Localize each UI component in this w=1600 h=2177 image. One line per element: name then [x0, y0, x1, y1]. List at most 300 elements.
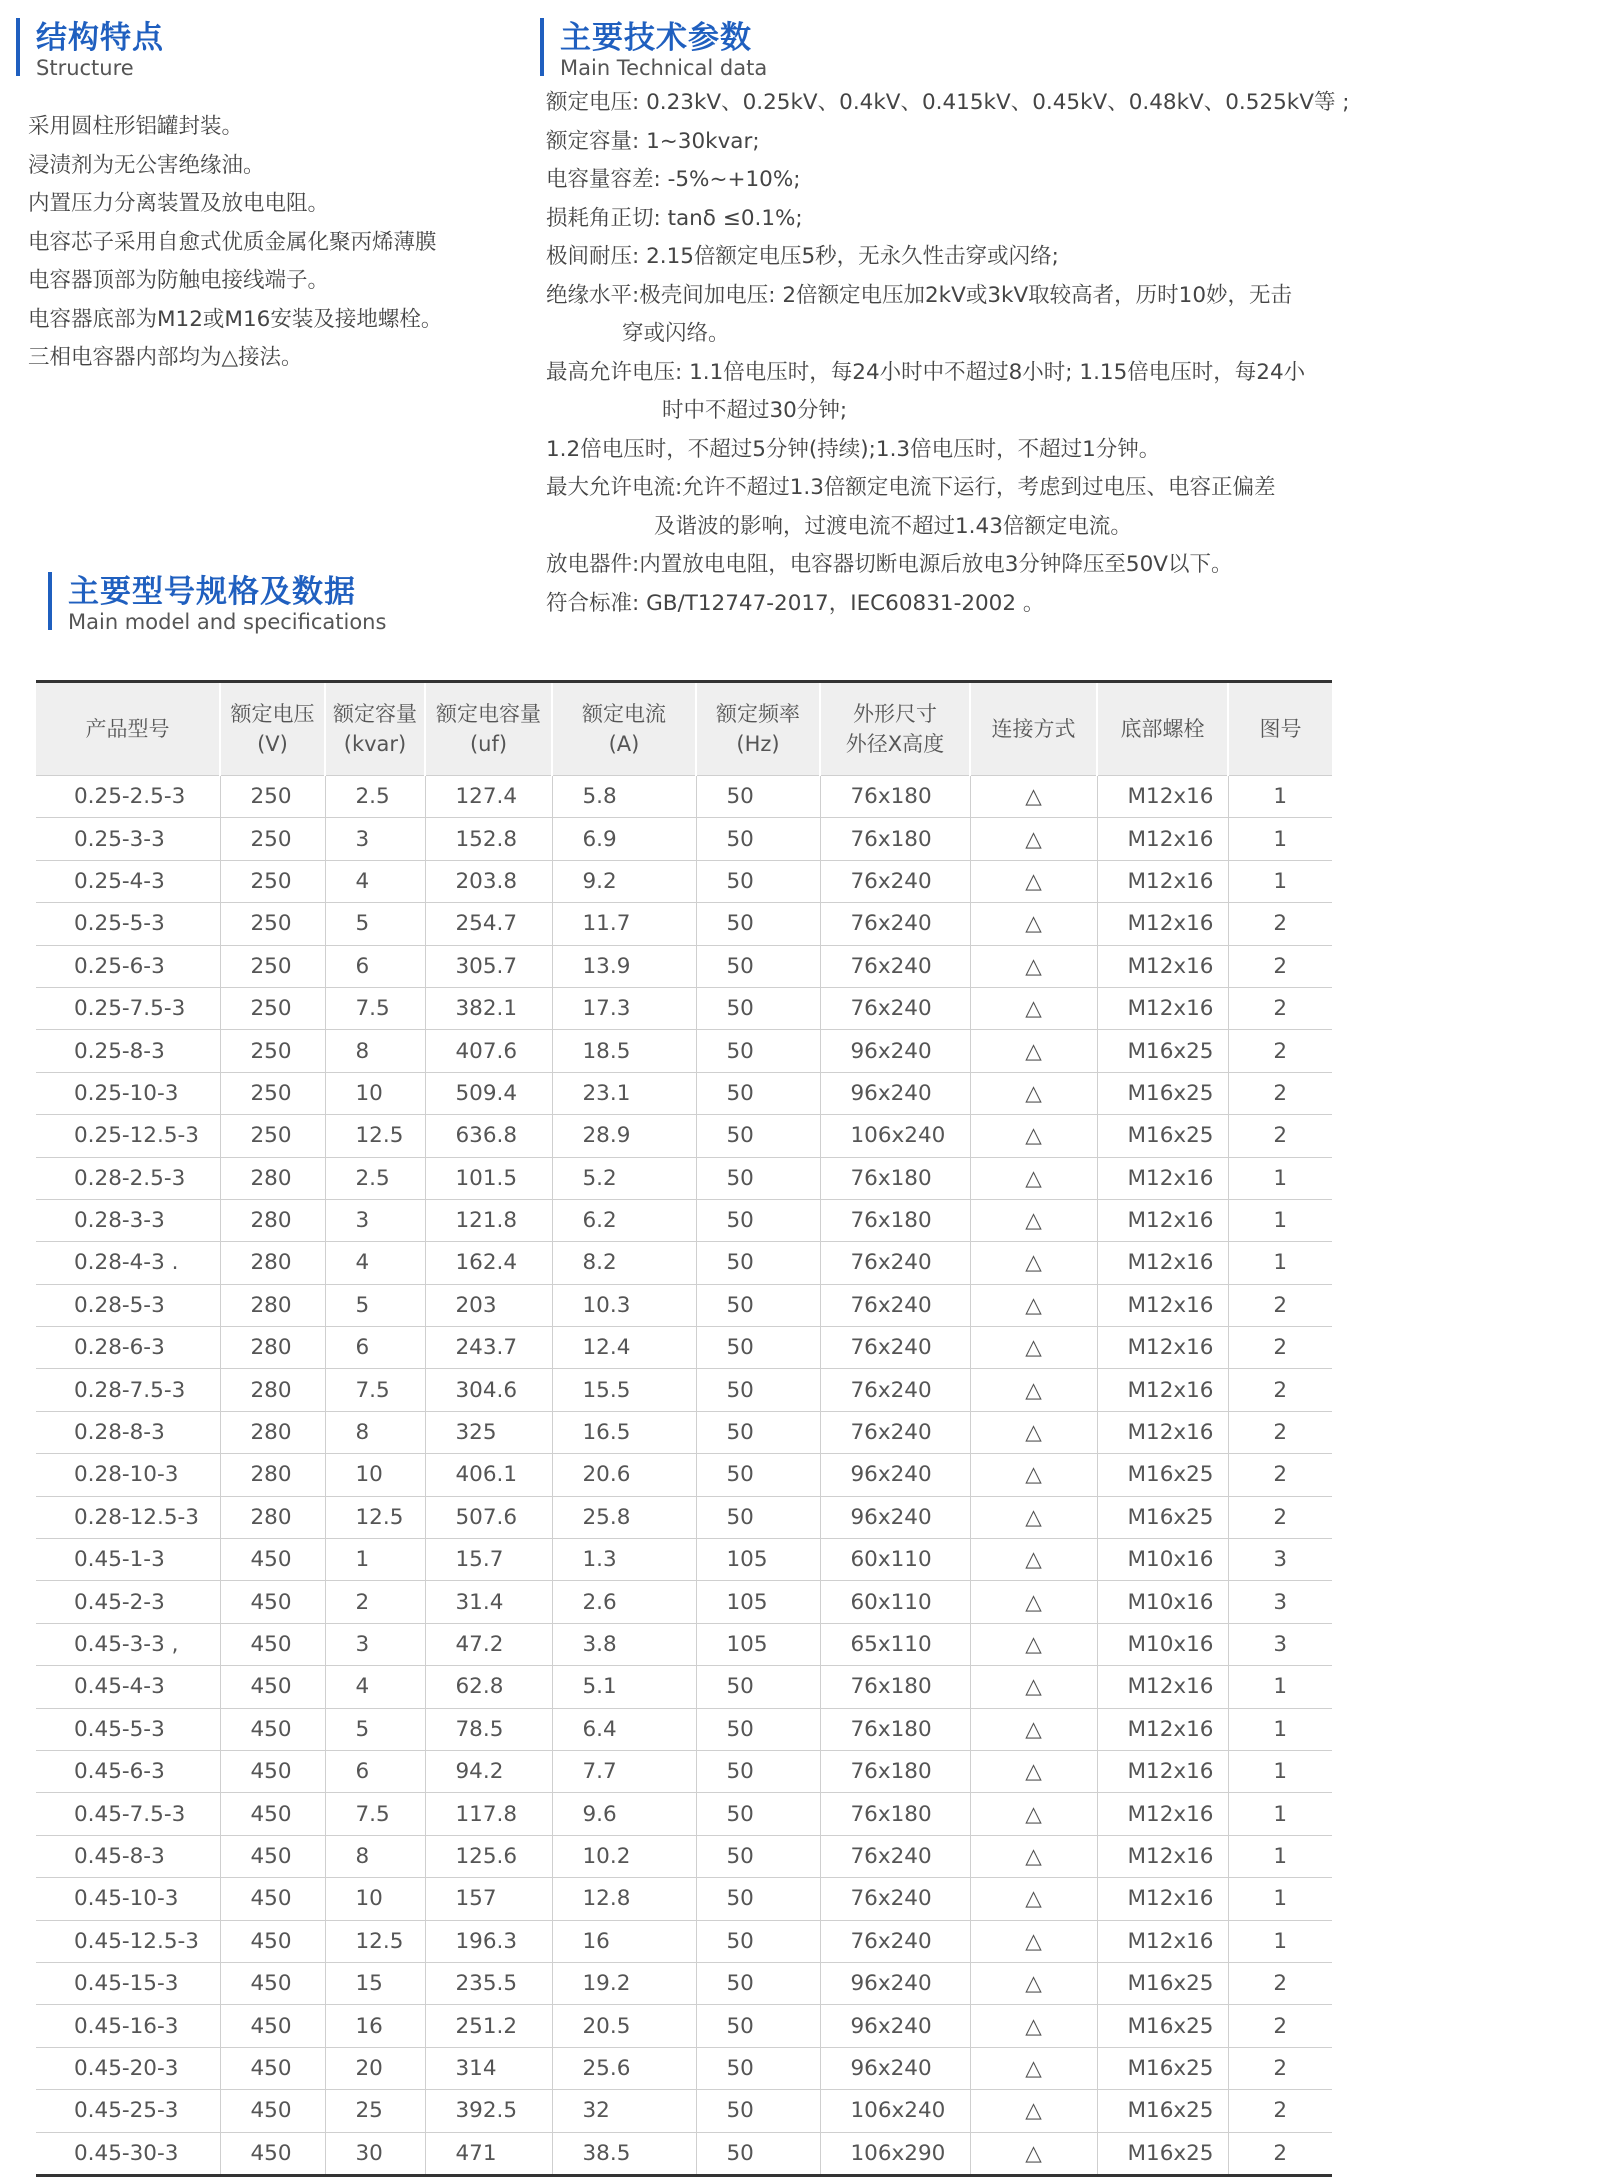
table-cell: 12.5 — [325, 1115, 425, 1157]
table-row — [36, 1708, 1332, 1750]
table-cell: 10 — [325, 1454, 425, 1496]
table-cell: 25.8 — [552, 1496, 696, 1538]
table-header-row — [36, 682, 1332, 776]
heading-accent-bar — [540, 18, 544, 76]
table-cell: 2 — [1228, 1327, 1332, 1369]
column-header — [552, 682, 696, 776]
table-cell: 407.6 — [425, 1030, 552, 1072]
table-cell: △ — [970, 1284, 1097, 1326]
table-cell: △ — [970, 1750, 1097, 1792]
table-cell: 8 — [325, 1411, 425, 1453]
table-cell: 450 — [220, 1793, 325, 1835]
table-cell: 106x290 — [820, 2132, 970, 2175]
table-cell: 105 — [696, 1623, 820, 1665]
heading-accent-bar — [16, 18, 20, 76]
table-cell: 50 — [696, 1115, 820, 1157]
table-cell: 50 — [696, 1157, 820, 1199]
spec-table — [36, 680, 1332, 2177]
table-cell: M16x25 — [1097, 2132, 1228, 2175]
table-cell: 12.5 — [325, 1920, 425, 1962]
table-cell: 2.6 — [552, 1581, 696, 1623]
column-header-label: (V) — [257, 732, 288, 756]
table-cell: 1 — [1228, 776, 1332, 818]
table-cell: △ — [970, 1623, 1097, 1665]
table-cell: 0.45-20-3 — [36, 2047, 220, 2089]
table-cell: 76x240 — [820, 903, 970, 945]
table-cell: 1 — [1228, 1835, 1332, 1877]
table-row — [36, 1835, 1332, 1877]
table-cell: 12.5 — [325, 1496, 425, 1538]
column-header-label: 外径X高度 — [845, 732, 945, 756]
heading-accent-bar — [48, 572, 52, 630]
table-cell: 6.2 — [552, 1199, 696, 1241]
table-row — [36, 1539, 1332, 1581]
tech-title: 主要技术参数 — [560, 20, 752, 56]
table-cell: M12x16 — [1097, 818, 1228, 860]
table-cell: 127.4 — [425, 776, 552, 818]
table-cell: 0.45-1-3 — [36, 1539, 220, 1581]
table-cell: 31.4 — [425, 1581, 552, 1623]
table-cell: 12.8 — [552, 1878, 696, 1920]
structure-subtitle: Structure — [36, 56, 134, 80]
table-cell: 2.5 — [325, 776, 425, 818]
table-cell: 3 — [1228, 1623, 1332, 1665]
table-cell: 18.5 — [552, 1030, 696, 1072]
table-cell: 105 — [696, 1539, 820, 1581]
table-cell: △ — [970, 987, 1097, 1029]
table-cell: 16.5 — [552, 1411, 696, 1453]
table-cell: 203.8 — [425, 860, 552, 902]
table-cell: 1 — [1228, 1242, 1332, 1284]
table-cell: 0.28-3-3 — [36, 1199, 220, 1241]
table-cell: 3.8 — [552, 1623, 696, 1665]
structure-item: 采用圆柱形铝罐封装。 — [28, 114, 244, 139]
table-cell: 0.28-4-3 . — [36, 1242, 220, 1284]
table-cell: M12x16 — [1097, 1157, 1228, 1199]
table-cell: 250 — [220, 945, 325, 987]
table-cell: △ — [970, 860, 1097, 902]
table-cell: 250 — [220, 1072, 325, 1114]
table-cell: 30 — [325, 2132, 425, 2175]
table-cell: △ — [970, 1411, 1097, 1453]
table-cell: 50 — [696, 1199, 820, 1241]
table-cell: △ — [970, 1242, 1097, 1284]
table-cell: 2 — [1228, 1411, 1332, 1453]
table-cell: M12x16 — [1097, 1750, 1228, 1792]
table-row — [36, 1030, 1332, 1072]
table-cell: 450 — [220, 1708, 325, 1750]
table-cell: 250 — [220, 903, 325, 945]
table-cell: 7.5 — [325, 987, 425, 1029]
table-cell: 450 — [220, 1962, 325, 2004]
table-cell: 60x110 — [820, 1581, 970, 1623]
table-cell: 243.7 — [425, 1327, 552, 1369]
table-cell: M16x25 — [1097, 2090, 1228, 2132]
structure-item: 三相电容器内部均为△接法。 — [28, 345, 303, 370]
table-cell: 76x240 — [820, 1920, 970, 1962]
tech-line: 最大允许电流:允许不超过1.3倍额定电流下运行，考虑到过电压、电容正偏差 — [546, 475, 1276, 500]
table-cell: 1 — [1228, 1708, 1332, 1750]
table-cell: 106x240 — [820, 1115, 970, 1157]
table-row — [36, 1793, 1332, 1835]
table-row — [36, 2132, 1332, 2175]
table-cell: 450 — [220, 1878, 325, 1920]
table-cell: 50 — [696, 1920, 820, 1962]
table-cell: 50 — [696, 1454, 820, 1496]
tech-line: 符合标准: GB/T12747-2017，IEC60831-2002 。 — [546, 590, 1045, 616]
table-cell: 0.25-4-3 — [36, 860, 220, 902]
table-cell: 250 — [220, 860, 325, 902]
table-cell: 450 — [220, 2132, 325, 2175]
table-cell: 450 — [220, 1666, 325, 1708]
table-cell: 2 — [1228, 1962, 1332, 2004]
table-cell: 50 — [696, 1030, 820, 1072]
table-cell: 0.28-10-3 — [36, 1454, 220, 1496]
table-cell: 2 — [1228, 1115, 1332, 1157]
table-cell: 17.3 — [552, 987, 696, 1029]
table-cell: 0.25-10-3 — [36, 1072, 220, 1114]
tech-parameter-list — [546, 84, 1596, 623]
table-cell: 76x240 — [820, 1327, 970, 1369]
table-cell: M12x16 — [1097, 1242, 1228, 1284]
table-cell: 76x240 — [820, 987, 970, 1029]
table-cell: M12x16 — [1097, 1327, 1228, 1369]
table-cell: 0.45-12.5-3 — [36, 1920, 220, 1962]
table-cell: △ — [970, 903, 1097, 945]
table-cell: 50 — [696, 818, 820, 860]
table-cell: 6.9 — [552, 818, 696, 860]
table-cell: 76x180 — [820, 1750, 970, 1792]
table-cell: 25 — [325, 2090, 425, 2132]
table-cell: 450 — [220, 1750, 325, 1792]
table-cell: 0.45-4-3 — [36, 1666, 220, 1708]
table-cell: M12x16 — [1097, 776, 1228, 818]
table-cell: M16x25 — [1097, 1496, 1228, 1538]
table-cell: 47.2 — [425, 1623, 552, 1665]
table-cell: 450 — [220, 1835, 325, 1877]
table-cell: △ — [970, 1072, 1097, 1114]
table-cell: M12x16 — [1097, 1708, 1228, 1750]
table-cell: 50 — [696, 1962, 820, 2004]
table-cell: 94.2 — [425, 1750, 552, 1792]
column-header-label: (A) — [608, 732, 640, 756]
table-cell: 0.28-8-3 — [36, 1411, 220, 1453]
table-cell: 507.6 — [425, 1496, 552, 1538]
table-cell: 7.7 — [552, 1750, 696, 1792]
table-cell: 280 — [220, 1157, 325, 1199]
table-cell: 1 — [1228, 818, 1332, 860]
table-cell: 50 — [696, 1411, 820, 1453]
table-row — [36, 1581, 1332, 1623]
table-cell: 2 — [1228, 2132, 1332, 2175]
table-cell: △ — [970, 1199, 1097, 1241]
tech-line: 绝缘水平:极壳间加电压: 2倍额定电压加2kV或3kV取较高者，历时10妙，无击 — [546, 282, 1293, 308]
table-cell: 15 — [325, 1962, 425, 2004]
table-cell: △ — [970, 1030, 1097, 1072]
table-cell: 76x240 — [820, 1878, 970, 1920]
table-cell: 280 — [220, 1199, 325, 1241]
table-cell: 76x180 — [820, 1199, 970, 1241]
structure-title: 结构特点 — [36, 20, 164, 56]
table-row — [36, 1411, 1332, 1453]
table-cell: 76x180 — [820, 818, 970, 860]
table-cell: 15.5 — [552, 1369, 696, 1411]
table-cell: 76x240 — [820, 1369, 970, 1411]
table-cell: 2 — [1228, 1030, 1332, 1072]
tech-line: 损耗角正切: tanδ ≤0.1%; — [546, 205, 803, 231]
column-header-label: 底部螺栓 — [1120, 717, 1205, 741]
table-cell: 125.6 — [425, 1835, 552, 1877]
table-cell: M16x25 — [1097, 1072, 1228, 1114]
table-cell: 76x240 — [820, 860, 970, 902]
tech-line: 极间耐压: 2.15倍额定电压5秒，无永久性击穿或闪络; — [546, 244, 1059, 269]
column-header — [1097, 682, 1228, 776]
table-cell: 392.5 — [425, 2090, 552, 2132]
table-cell: △ — [970, 2005, 1097, 2047]
table-cell: 280 — [220, 1242, 325, 1284]
table-cell: 50 — [696, 2005, 820, 2047]
table-cell: 6 — [325, 1750, 425, 1792]
column-header-label: (Hz) — [736, 732, 780, 756]
table-cell: M12x16 — [1097, 1878, 1228, 1920]
table-cell: 382.1 — [425, 987, 552, 1029]
table-cell: 2.5 — [325, 1157, 425, 1199]
table-cell: M16x25 — [1097, 1962, 1228, 2004]
table-cell: △ — [970, 776, 1097, 818]
table-cell: △ — [970, 1115, 1097, 1157]
table-cell: 250 — [220, 987, 325, 1029]
table-cell: 20 — [325, 2047, 425, 2089]
table-cell: 4 — [325, 860, 425, 902]
table-cell: 76x180 — [820, 1157, 970, 1199]
table-cell: 2 — [1228, 903, 1332, 945]
table-cell: 96x240 — [820, 1030, 970, 1072]
table-cell: 0.45-2-3 — [36, 1581, 220, 1623]
table-cell: 0.25-12.5-3 — [36, 1115, 220, 1157]
table-cell: 450 — [220, 2047, 325, 2089]
table-cell: 50 — [696, 2047, 820, 2089]
tech-line: 1.2倍电压时，不超过5分钟(持续);1.3倍电压时，不超过1分钟。 — [546, 436, 1161, 462]
table-cell: 406.1 — [425, 1454, 552, 1496]
table-cell: △ — [970, 1581, 1097, 1623]
table-cell: 0.28-5-3 — [36, 1284, 220, 1326]
table-cell: 4 — [325, 1242, 425, 1284]
table-cell: 2 — [1228, 1369, 1332, 1411]
table-cell: 0.25-6-3 — [36, 945, 220, 987]
table-cell: 76x240 — [820, 1242, 970, 1284]
table-cell: 5 — [325, 1284, 425, 1326]
column-header-label: (uf) — [469, 732, 508, 756]
table-cell: △ — [970, 1920, 1097, 1962]
column-header-label: 产品型号 — [85, 717, 170, 741]
table-row — [36, 945, 1332, 987]
table-cell: 1 — [1228, 1199, 1332, 1241]
structure-item: 内置压力分离装置及放电电阻。 — [28, 191, 330, 216]
table-cell: 10 — [325, 1072, 425, 1114]
table-cell: 636.8 — [425, 1115, 552, 1157]
table-cell: 0.45-3-3 , — [36, 1623, 220, 1665]
table-cell: 1 — [325, 1539, 425, 1581]
table-cell: 7.5 — [325, 1369, 425, 1411]
table-cell: 0.25-2.5-3 — [36, 776, 220, 818]
table-cell: 96x240 — [820, 1962, 970, 2004]
table-row — [36, 1962, 1332, 2004]
table-cell: 251.2 — [425, 2005, 552, 2047]
table-cell: 5 — [325, 1708, 425, 1750]
column-header — [696, 682, 820, 776]
table-cell: 50 — [696, 1750, 820, 1792]
table-cell: 50 — [696, 1496, 820, 1538]
table-cell: 10.3 — [552, 1284, 696, 1326]
table-cell: 2 — [1228, 2005, 1332, 2047]
table-cell: 0.25-5-3 — [36, 903, 220, 945]
table-cell: △ — [970, 2090, 1097, 2132]
table-cell: 304.6 — [425, 1369, 552, 1411]
table-cell: 76x240 — [820, 1411, 970, 1453]
table-cell: 50 — [696, 1793, 820, 1835]
table-cell: 450 — [220, 1623, 325, 1665]
table-cell: M10x16 — [1097, 1581, 1228, 1623]
table-cell: △ — [970, 1454, 1097, 1496]
table-cell: M10x16 — [1097, 1623, 1228, 1665]
tech-subtitle: Main Technical data — [560, 56, 768, 80]
table-cell: M16x25 — [1097, 1454, 1228, 1496]
table-row — [36, 1920, 1332, 1962]
table-cell: 325 — [425, 1411, 552, 1453]
table-cell: △ — [970, 818, 1097, 860]
table-cell: 12.4 — [552, 1327, 696, 1369]
structure-list — [28, 108, 442, 378]
table-cell: 32 — [552, 2090, 696, 2132]
column-header — [220, 682, 325, 776]
table-cell: 254.7 — [425, 903, 552, 945]
table-cell: M16x25 — [1097, 2047, 1228, 2089]
table-cell: 6 — [325, 945, 425, 987]
tech-line: 电容量容差: -5%~+10%; — [546, 167, 801, 192]
table-cell: M12x16 — [1097, 1793, 1228, 1835]
table-cell: △ — [970, 945, 1097, 987]
table-cell: 76x240 — [820, 945, 970, 987]
table-cell: 101.5 — [425, 1157, 552, 1199]
table-cell: M12x16 — [1097, 1369, 1228, 1411]
table-cell: 0.28-2.5-3 — [36, 1157, 220, 1199]
table-cell: M12x16 — [1097, 1835, 1228, 1877]
table-cell: 96x240 — [820, 2005, 970, 2047]
table-cell: 2 — [1228, 987, 1332, 1029]
column-header-label: 外形尺寸 — [853, 702, 937, 726]
table-cell: 0.25-7.5-3 — [36, 987, 220, 1029]
table-cell: △ — [970, 1793, 1097, 1835]
table-cell: 250 — [220, 776, 325, 818]
tech-line: 额定容量: 1~30kvar; — [546, 128, 760, 154]
table-cell: 1 — [1228, 1793, 1332, 1835]
table-cell: M12x16 — [1097, 987, 1228, 1029]
table-cell: 50 — [696, 1666, 820, 1708]
table-cell: 250 — [220, 1115, 325, 1157]
column-header-label: 额定容量 — [333, 702, 417, 726]
table-cell: 50 — [696, 2090, 820, 2132]
table-cell: M12x16 — [1097, 1411, 1228, 1453]
table-cell: 78.5 — [425, 1708, 552, 1750]
table-row — [36, 2005, 1332, 2047]
column-header — [820, 682, 970, 776]
table-cell: 203 — [425, 1284, 552, 1326]
table-cell: 0.28-6-3 — [36, 1327, 220, 1369]
column-header — [325, 682, 425, 776]
table-cell: 0.28-7.5-3 — [36, 1369, 220, 1411]
table-row — [36, 776, 1332, 818]
table-cell: 152.8 — [425, 818, 552, 860]
table-cell: 50 — [696, 1242, 820, 1284]
table-cell: 50 — [696, 1708, 820, 1750]
table-row — [36, 860, 1332, 902]
table-cell: 0.45-10-3 — [36, 1878, 220, 1920]
table-cell: 509.4 — [425, 1072, 552, 1114]
column-header-label: 额定电流 — [582, 702, 666, 726]
structure-item: 浸渍剂为无公害绝缘油。 — [28, 152, 265, 178]
table-row — [36, 1157, 1332, 1199]
table-cell: 9.6 — [552, 1793, 696, 1835]
table-cell: 8 — [325, 1030, 425, 1072]
table-cell: 3 — [325, 818, 425, 860]
table-cell: 0.45-25-3 — [36, 2090, 220, 2132]
table-row — [36, 1242, 1332, 1284]
table-cell: 162.4 — [425, 1242, 552, 1284]
table-cell: 0.25-3-3 — [36, 818, 220, 860]
table-row — [36, 903, 1332, 945]
table-row — [36, 1284, 1332, 1326]
table-cell: 50 — [696, 1284, 820, 1326]
table-cell: M12x16 — [1097, 1199, 1228, 1241]
column-header-label: 额定电压 — [230, 702, 315, 726]
table-cell: 11.7 — [552, 903, 696, 945]
table-cell: 157 — [425, 1878, 552, 1920]
table-row — [36, 1454, 1332, 1496]
tech-line: 时中不超过30分钟; — [662, 398, 848, 423]
column-header — [425, 682, 552, 776]
table-cell: 1 — [1228, 1157, 1332, 1199]
table-row — [36, 818, 1332, 860]
table-cell: 50 — [696, 903, 820, 945]
table-cell: 280 — [220, 1369, 325, 1411]
table-cell: 450 — [220, 1920, 325, 1962]
table-cell: 0.45-30-3 — [36, 2132, 220, 2175]
table-cell: 314 — [425, 2047, 552, 2089]
table-cell: 235.5 — [425, 1962, 552, 2004]
table-row — [36, 1115, 1332, 1157]
table-cell: 121.8 — [425, 1199, 552, 1241]
table-cell: 76x180 — [820, 1708, 970, 1750]
table-row — [36, 1496, 1332, 1538]
table-cell: 280 — [220, 1496, 325, 1538]
column-header — [970, 682, 1097, 776]
table-cell: 50 — [696, 1072, 820, 1114]
table-cell: M12x16 — [1097, 945, 1228, 987]
table-cell: 2 — [1228, 2090, 1332, 2132]
table-cell: 3 — [1228, 1539, 1332, 1581]
table-cell: 0.45-16-3 — [36, 2005, 220, 2047]
table-row — [36, 1750, 1332, 1792]
table-cell: 3 — [1228, 1581, 1332, 1623]
table-cell: 96x240 — [820, 2047, 970, 2089]
table-cell: 50 — [696, 1369, 820, 1411]
table-cell: △ — [970, 1369, 1097, 1411]
table-cell: △ — [970, 1708, 1097, 1750]
table-cell: 19.2 — [552, 1962, 696, 2004]
table-row — [36, 1327, 1332, 1369]
table-cell: △ — [970, 2047, 1097, 2089]
table-cell: 305.7 — [425, 945, 552, 987]
